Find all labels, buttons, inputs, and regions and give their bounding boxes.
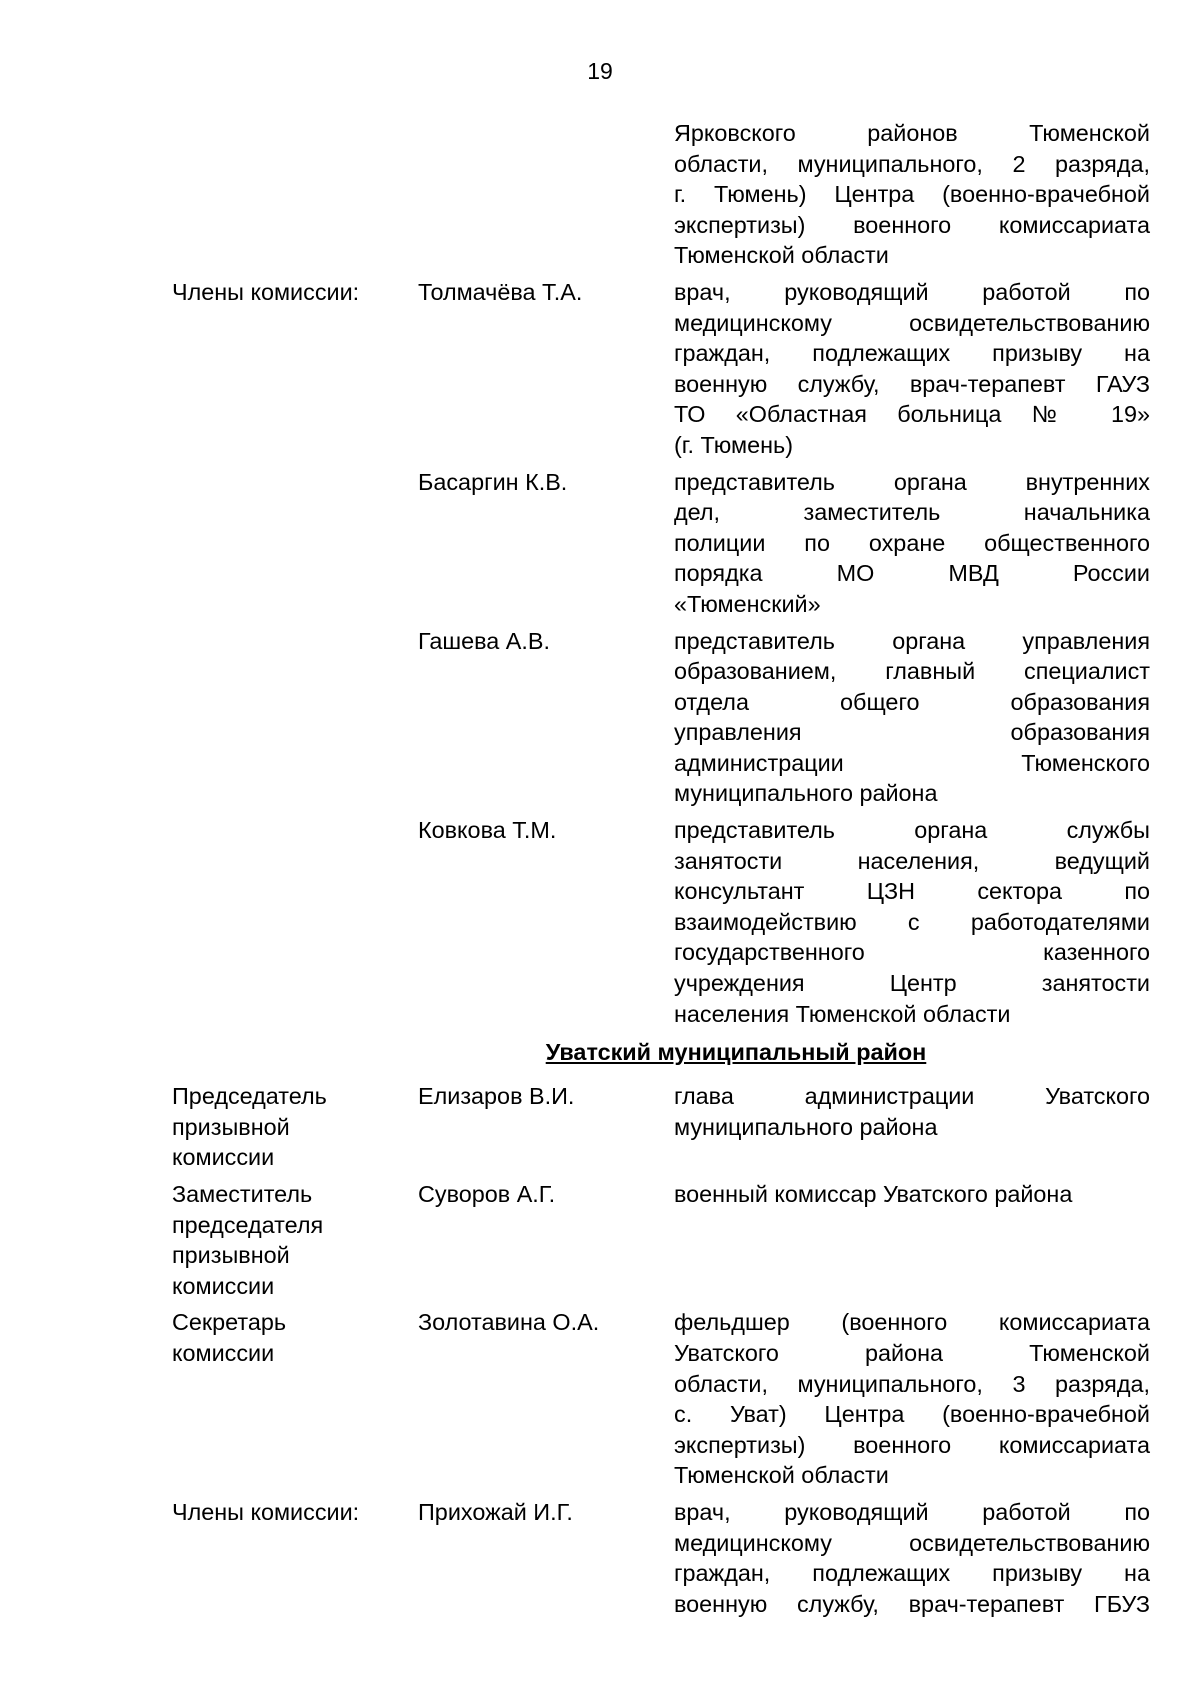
description-line: (г. Тюмень) bbox=[674, 431, 793, 458]
member-name: Гашева А.В. bbox=[418, 627, 551, 654]
description-line: представитель органа внутренних bbox=[674, 468, 1150, 495]
member-row bbox=[172, 1307, 1150, 1491]
description-line: образованием, главный специалист bbox=[674, 658, 1150, 685]
description-line: Тюменской области bbox=[674, 242, 889, 269]
description-line: взаимодействию с работодателями bbox=[674, 908, 1150, 935]
role-line: комиссии bbox=[172, 1272, 275, 1299]
member-name: Ковкова Т.М. bbox=[418, 817, 557, 844]
description-line: граждан, подлежащих призыву на bbox=[674, 1560, 1150, 1587]
name-cell bbox=[418, 118, 674, 271]
member-row bbox=[172, 277, 1150, 461]
member-row bbox=[172, 467, 1150, 620]
role-line: Председатель bbox=[172, 1083, 327, 1110]
description-line: области, муниципального, 3 разряда, bbox=[674, 1370, 1150, 1397]
description-line: врач, руководящий работой по bbox=[674, 1498, 1150, 1525]
page-number: 19 bbox=[587, 58, 613, 84]
description-line: медицинскому освидетельствованию bbox=[674, 1529, 1150, 1556]
description-line: отдела общего образования bbox=[674, 688, 1150, 715]
description-line: дел, заместитель начальника bbox=[674, 499, 1150, 526]
member-name: Басаргин К.В. bbox=[418, 468, 568, 495]
description-line: с. Уват) Центра (военно-врачебной bbox=[674, 1401, 1150, 1428]
role-cell: Члены комиссии: bbox=[172, 278, 360, 305]
commission-list bbox=[172, 118, 1150, 1625]
description-line: области, муниципального, 2 разряда, bbox=[674, 150, 1150, 177]
description-line: управления образования bbox=[674, 719, 1150, 746]
member-row bbox=[172, 1497, 1150, 1619]
description-line: ТО «Областная больница № 19» bbox=[674, 401, 1150, 428]
description-cell bbox=[674, 1081, 1150, 1173]
member-name: Золотавина О.А. bbox=[418, 1309, 600, 1336]
member-row bbox=[172, 1081, 1150, 1173]
description-line: Ярковского районов Тюменской bbox=[674, 120, 1150, 146]
description-line: фельдшер (военного комиссариата bbox=[674, 1309, 1150, 1336]
member-row bbox=[172, 1179, 1150, 1301]
description-line: глава администрации Уватского bbox=[674, 1083, 1150, 1110]
description-line: учреждения Центр занятости bbox=[674, 970, 1150, 997]
description-line: Уватского района Тюменской bbox=[674, 1339, 1150, 1366]
description-line: администрации Тюменского bbox=[674, 749, 1150, 776]
role-line: Секретарь bbox=[172, 1309, 287, 1336]
member-name: Толмачёва Т.А. bbox=[418, 278, 583, 305]
role-line: Заместитель bbox=[172, 1181, 313, 1207]
role-cell bbox=[172, 1307, 418, 1491]
member-name: Суворов А.Г. bbox=[418, 1181, 556, 1207]
description-line: порядка МО МВД России bbox=[674, 560, 1150, 587]
role-cell bbox=[172, 626, 418, 810]
description-line: медицинскому освидетельствованию bbox=[674, 309, 1150, 336]
description-line: полиции по охране общественного bbox=[674, 529, 1150, 556]
description-line: «Тюменский» bbox=[674, 590, 821, 617]
description-cell bbox=[674, 815, 1150, 1029]
continuation-row bbox=[172, 118, 1150, 271]
description-cell bbox=[674, 118, 1150, 271]
role-line: комиссии bbox=[172, 1339, 275, 1366]
description-cell bbox=[674, 1497, 1150, 1619]
description-line: экспертизы) военного комиссариата bbox=[674, 1431, 1150, 1458]
description-cell bbox=[674, 1179, 1150, 1301]
description-line: врач, руководящий работой по bbox=[674, 278, 1150, 305]
description-line: граждан, подлежащих призыву на bbox=[674, 340, 1150, 367]
description-line: военную службу, врач-терапевт ГБУЗ bbox=[674, 1590, 1150, 1617]
description-line: представитель органа управления bbox=[674, 627, 1150, 654]
description-cell bbox=[674, 626, 1150, 810]
description-line: военный комиссар Уватского района bbox=[674, 1181, 1073, 1207]
member-name: Прихожай И.Г. bbox=[418, 1498, 573, 1525]
role-line: председателя bbox=[172, 1211, 324, 1238]
member-row bbox=[172, 815, 1150, 1029]
role-line: комиссии bbox=[172, 1144, 275, 1171]
description-line: муниципального района bbox=[674, 780, 938, 807]
description-line: Тюменской области bbox=[674, 1462, 889, 1489]
role-cell bbox=[172, 815, 418, 1029]
description-line: муниципального района bbox=[674, 1113, 938, 1140]
section-title: Уватский муниципальный район bbox=[545, 1039, 927, 1066]
description-line: консультант ЦЗН сектора по bbox=[674, 878, 1150, 905]
member-name: Елизаров В.И. bbox=[418, 1083, 575, 1110]
role-cell bbox=[172, 1179, 418, 1301]
description-cell bbox=[674, 467, 1150, 620]
member-row bbox=[172, 626, 1150, 810]
role-cell bbox=[172, 467, 418, 620]
role-line: призывной bbox=[172, 1242, 290, 1269]
role-cell bbox=[172, 118, 418, 271]
description-line: занятости населения, ведущий bbox=[674, 847, 1150, 874]
role-line: призывной bbox=[172, 1113, 290, 1140]
description-line: населения Тюменской области bbox=[674, 1000, 1011, 1027]
description-line: экспертизы) военного комиссариата bbox=[674, 211, 1150, 238]
role-cell bbox=[172, 1081, 418, 1173]
description-cell bbox=[674, 1307, 1150, 1491]
description-line: государственного казенного bbox=[674, 939, 1150, 966]
description-line: представитель органа службы bbox=[674, 817, 1150, 844]
role-line: Члены комиссии: bbox=[172, 1498, 360, 1525]
description-cell bbox=[674, 277, 1150, 461]
role-cell bbox=[172, 1497, 418, 1619]
description-line: военную службу, врач-терапевт ГАУЗ bbox=[674, 370, 1150, 397]
description-line: г. Тюмень) Центра (военно-врачебной bbox=[674, 181, 1150, 208]
